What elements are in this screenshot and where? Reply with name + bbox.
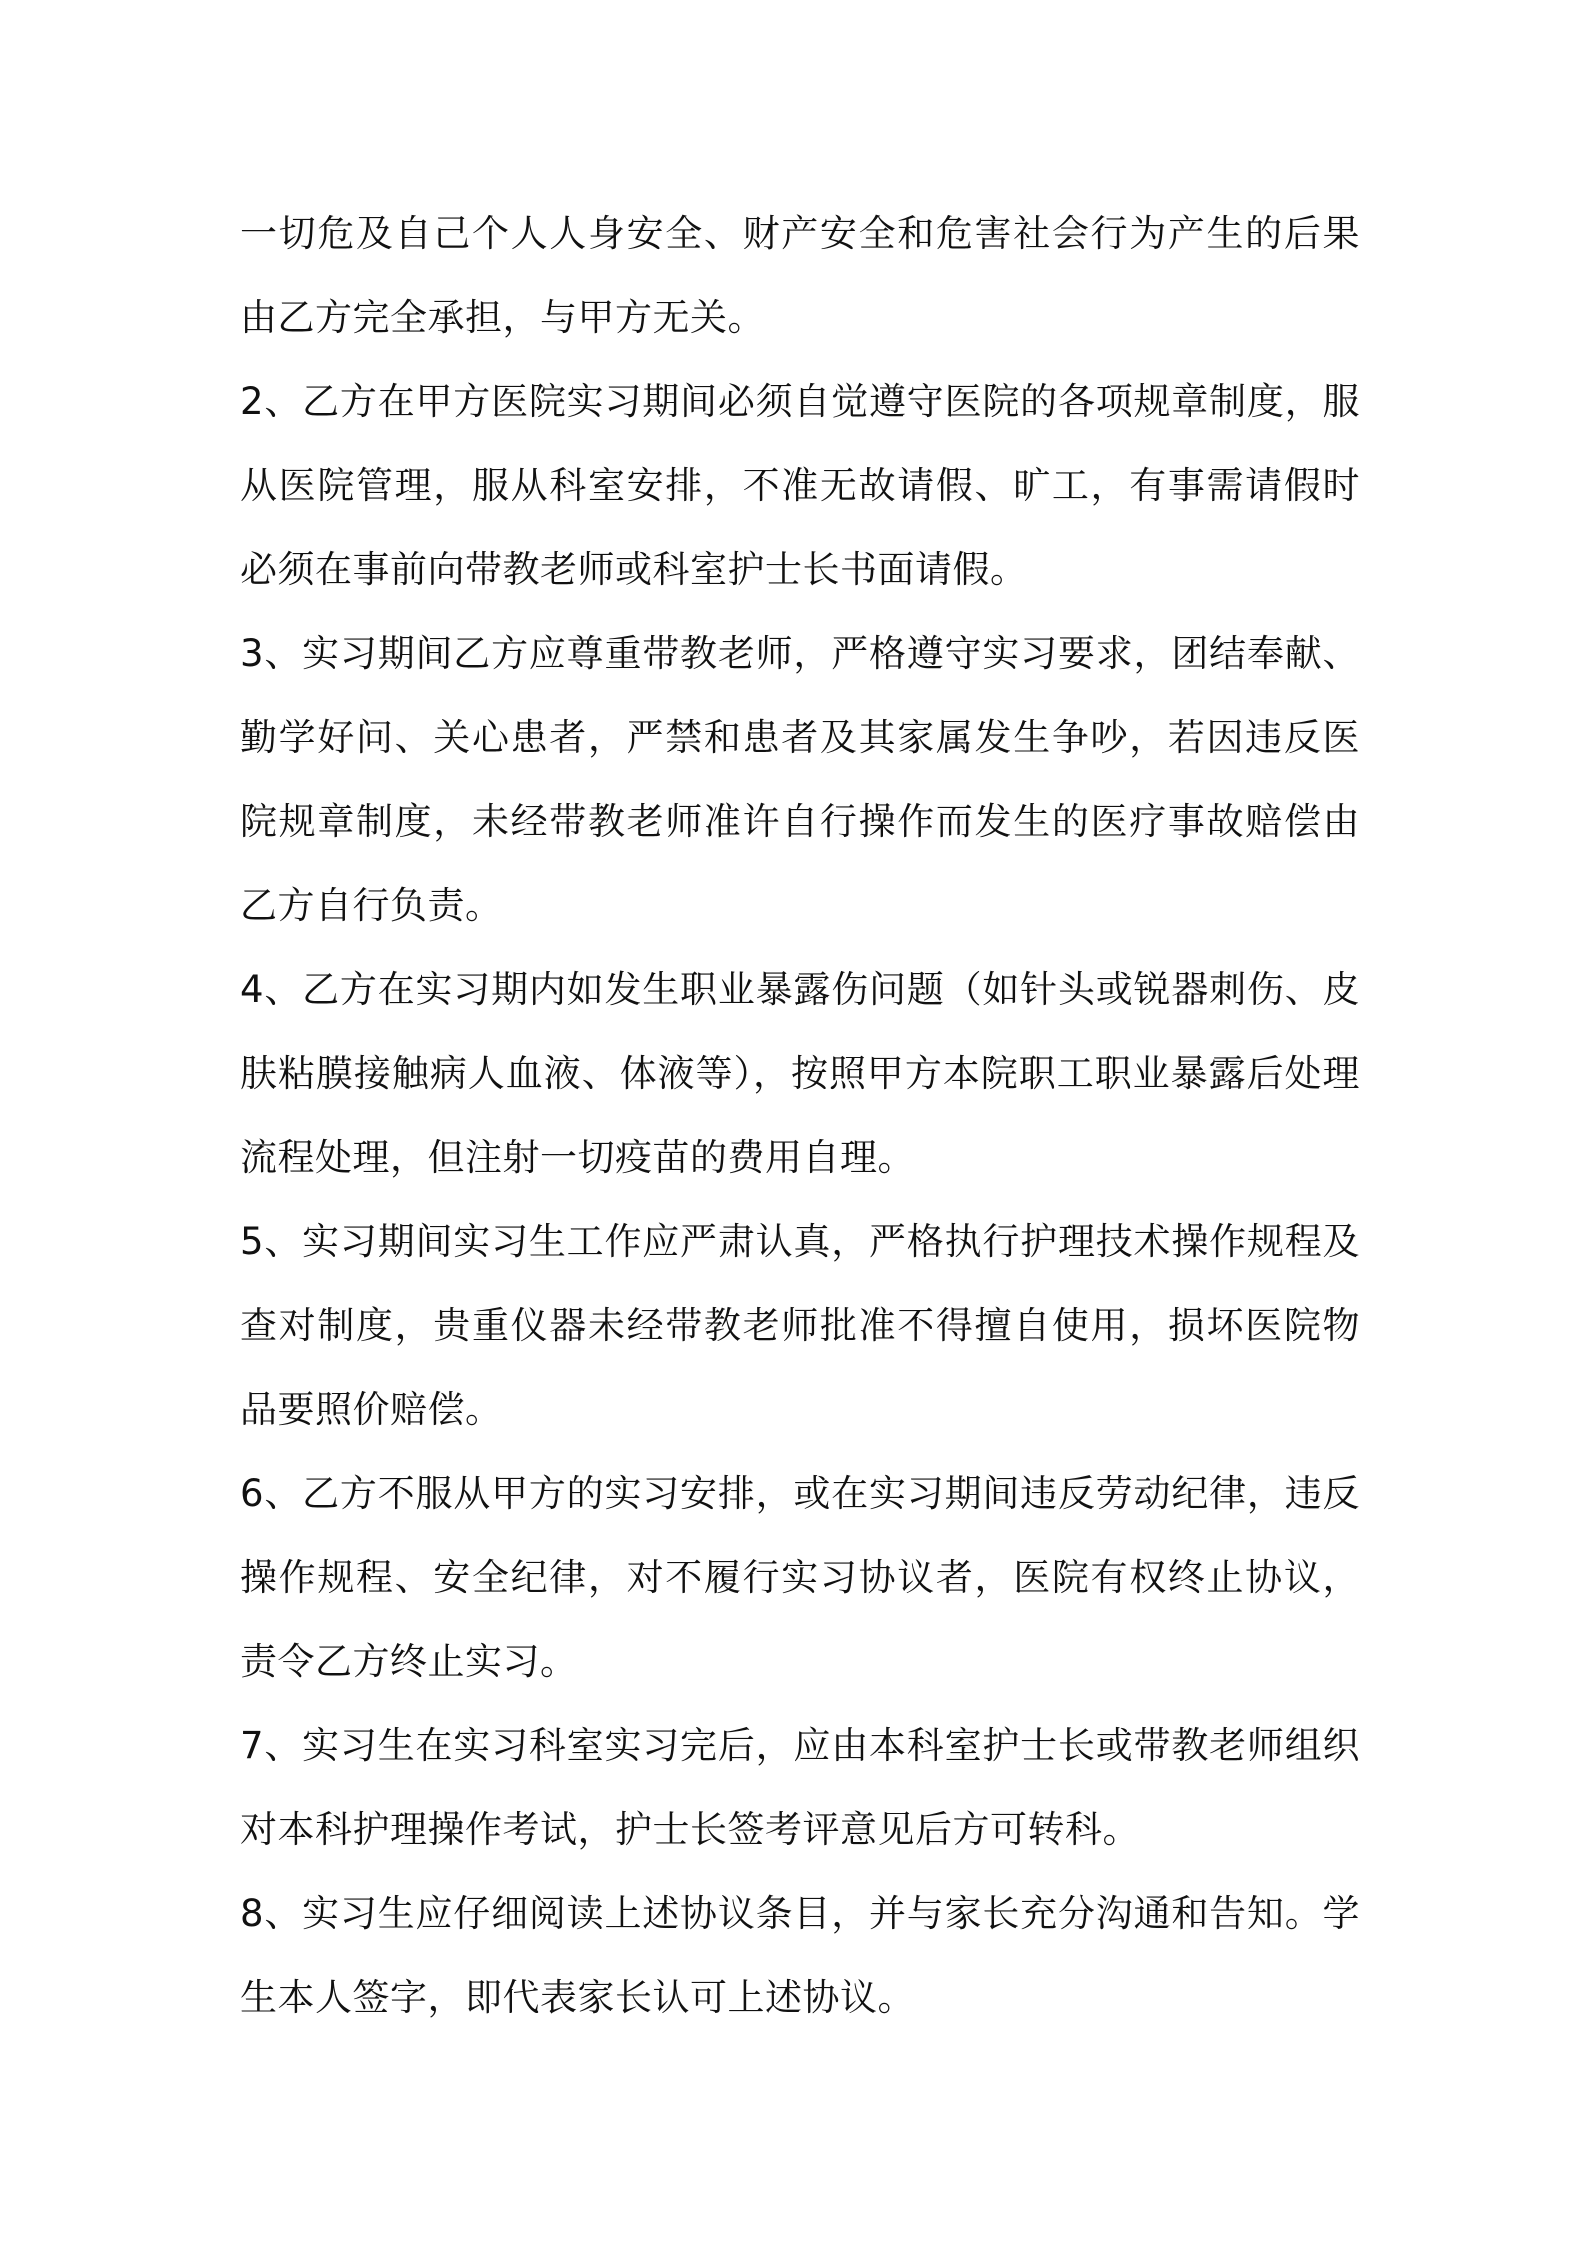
clause-5: 5、实习期间实习生工作应严肃认真，严格执行护理技术操作规程及查对制度，贵重仪器未经带教老师批准不得擅自使用，损坏医院物品要照价赔偿。 [240,1220,1360,1431]
clause-7: 7、实习生在实习科室实习完后，应由本科室护士长或带教老师组织对本科护理操作考试，护士长签考评意见后方可转科。 [240,1724,1360,1851]
document-page [240,192,1360,2040]
clause-8: 8、实习生应仔细阅读上述协议条目，并与家长充分沟通和告知。学生本人签字，即代表家长认可上述协议。 [240,1892,1360,2019]
clause-4: 4、乙方在实习期内如发生职业暴露伤问题（如针头或锐器刺伤、皮肤粘膜接触病人血液、体液等），按照甲方本院职工职业暴露后处理流程处理，但注射一切疫苗的费用自理。 [240,968,1360,1179]
clause-6: 6、乙方不服从甲方的实习安排，或在实习期间违反劳动纪律，违反操作规程、安全纪律，对不履行实习协议者，医院有权终止协议，责令乙方终止实习。 [240,1472,1360,1683]
clause-3: 3、实习期间乙方应尊重带教老师，严格遵守实习要求，团结奉献、勤学好问、关心患者，严禁和患者及其家属发生争吵，若因违反医院规章制度，未经带教老师准许自行操作而发生的医疗事故赔偿由乙方自行负责。 [240,632,1360,927]
clause-2: 2、乙方在甲方医院实习期间必须自觉遵守医院的各项规章制度，服从医院管理，服从科室安排，不准无故请假、旷工，有事需请假时必须在事前向带教老师或科室护士长书面请假。 [240,380,1360,591]
paragraph-continuation: 一切危及自己个人人身安全、财产安全和危害社会行为产生的后果由乙方完全承担，与甲方无关。 [240,212,1360,339]
